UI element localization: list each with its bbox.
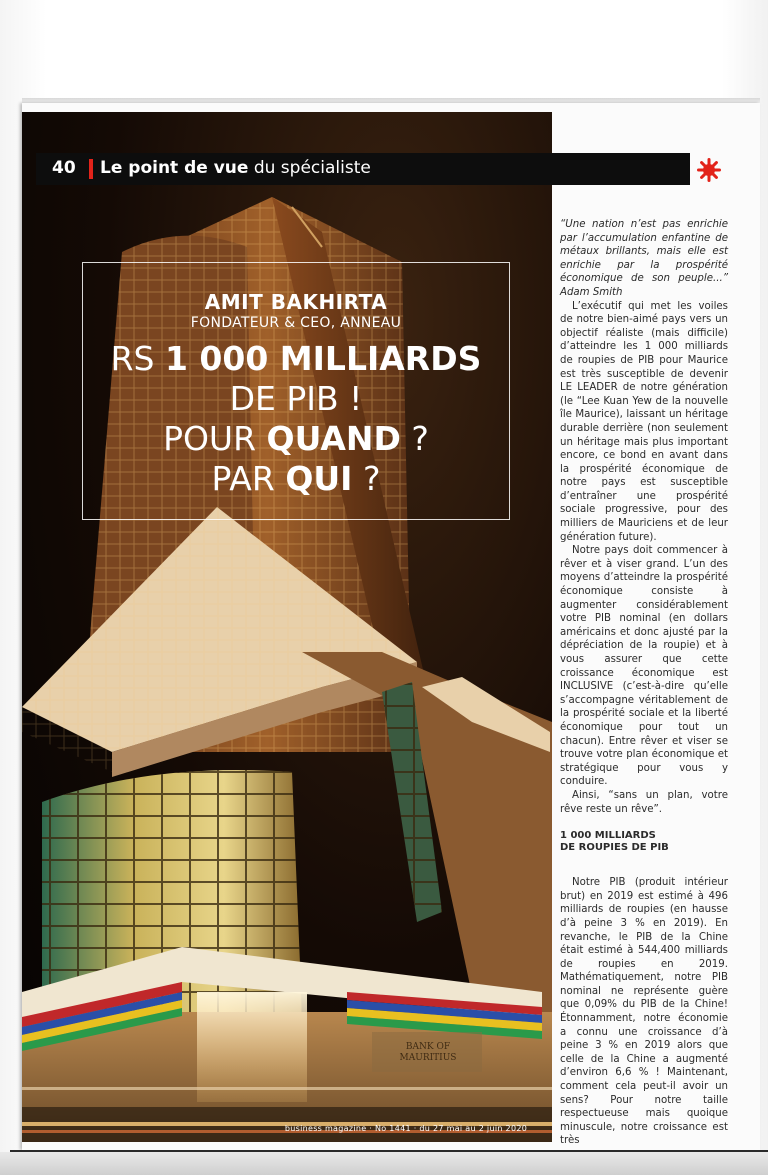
paragraph-3: Ainsi, “sans un plan, votre rêve reste un rêve”. xyxy=(560,789,728,815)
section-title-bold: Le point de vue xyxy=(100,158,249,178)
headline-line-1-bold: 1 000 MILLIARDS xyxy=(164,339,482,378)
subheading-line-1: 1 000 MILLIARDS xyxy=(560,830,656,842)
magazine-logo-icon xyxy=(696,157,722,183)
paragraph-1: L’exécutif qui met les voiles de notre bien-aimé pays vers un objectif réaliste (mais difficile) d’atteindre les 1 000 milliards de roupies de PIB pour Maurice est très susceptible de devenir LE LEADER de notre génération (le “Lee Kuan Yew de la nouvelle île Maurice), laissant un héritage durable derrière (non seulement un héritage mais plus important encore, ce bond en avant dans la prospérité économique de notre pays est susceptible d’entraîner une prospérité sociale progressive, pour des milliers de Mauriciens et de leur génération future). xyxy=(560,300,728,543)
header-accent-mark xyxy=(89,159,93,179)
paragraph-2: Notre pays doit commencer à rêver et à viser grand. L’un des moyens d’atteindre la prospérité économique consiste à augmenter considérablement votre PIB nominal (en dollars américains et donc ajusté par la dépréciation de la roupie) et à vous assurer que cette croissance économique est INCLUSIVE (c’est-à-dire qu’elle s’accompagne véritablement de la prospérité sociale et la liberté économique pour tout un chacun). Entre rêver et viser se trouve votre plan économique et stratégique pour vous y conduire. xyxy=(560,545,728,788)
section-title-rest: du spécialiste xyxy=(248,158,371,178)
page-footer: business magazine · No 1441 · du 27 mai au 2 juin 2020 xyxy=(284,1124,528,1133)
headline-line-4-prefix: PAR xyxy=(211,459,286,498)
subheading xyxy=(560,830,728,854)
paragraph-4: Notre PIB (produit intérieur brut) en 2019 est estimé à 496 milliards de roupies (en hausse d’à peine 3 % en 2019). En revanche, le PIB de la Chine était estimé à 544,400 milliards de roupies en 2019. Mathématiquement, notre PIB nominal ne représente guère que 0,09% du PIB de la Chine! Étonnamment, notre économie a connu une croissance d’à peine 3 % en 2019 alors que celle de la Chine a augmenté d’environ 6,6 % ! Maintenant, comment cela peut-il avoir un sens? Pour notre taille respectueuse mais quoique minuscule, notre croissance est très xyxy=(560,877,728,1147)
headline-line-3-prefix: POUR xyxy=(163,419,267,458)
building-sign: BANK OF MAURITIUS xyxy=(399,1042,457,1063)
headline-line-4-bold: QUI xyxy=(285,459,353,498)
author-role: FONDATEUR & CEO, ANNEAU xyxy=(190,315,402,331)
headline-line-3-suffix: ? xyxy=(400,419,429,458)
article-body xyxy=(560,218,728,1148)
opening-quote: “Une nation n’est pas enrichie par l’accumulation enfantine de métaux brillants, mais elle est enrichie par la prospérité économique de son peuple...” Adam Smith xyxy=(560,219,728,298)
scanner-bottom-strip xyxy=(0,1152,768,1175)
page-number: 40 xyxy=(52,158,76,178)
article-headline xyxy=(82,339,510,499)
headline-line-2: DE PIB ! xyxy=(229,379,363,418)
subheading-line-2: DE ROUPIES DE PIB xyxy=(560,842,669,854)
headline-line-4 xyxy=(82,459,510,499)
headline-line-3 xyxy=(82,419,510,459)
author-name: AMIT BAKHIRTA xyxy=(204,290,388,314)
section-title xyxy=(100,158,371,178)
headline-line-4-suffix: ? xyxy=(352,459,381,498)
headline-line-1-prefix: RS xyxy=(110,339,165,378)
headline-line-3-bold: QUAND xyxy=(266,419,401,458)
headline-line-1 xyxy=(82,339,510,379)
